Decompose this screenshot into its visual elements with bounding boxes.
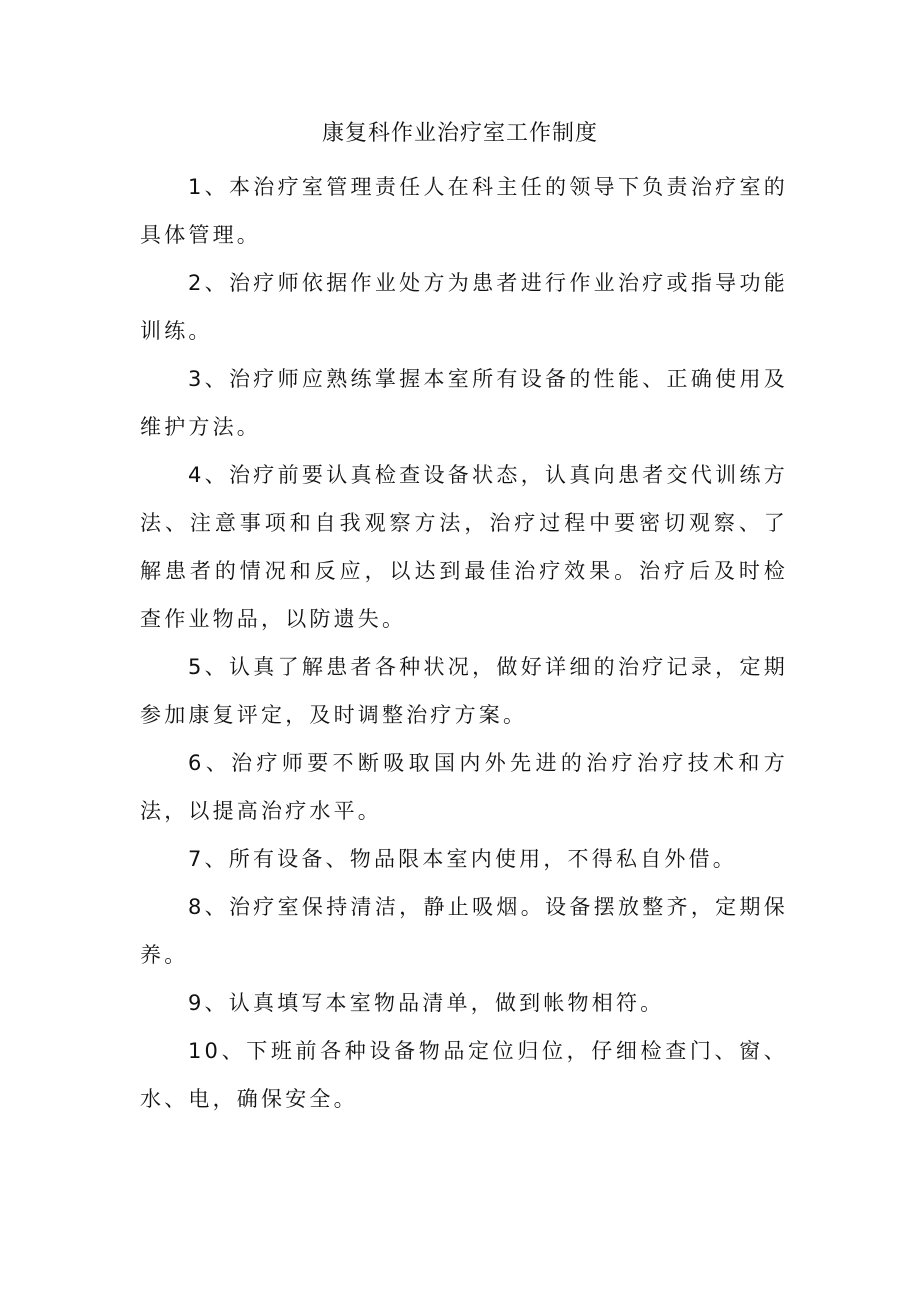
document-body bbox=[140, 163, 788, 1123]
rule-paragraph-9: 9、认真填写本室物品清单，做到帐物相符。 bbox=[188, 991, 665, 1015]
rule-paragraph-4: 4、治疗前要认真检查设备状态，认真向患者交代训练方法、注意事项和自我观察方法，治疗过程中要密切观察、了解患者的情况和反应，以达到最佳治疗效果。治疗后及时检查作业物品，以防遗失。 bbox=[140, 463, 788, 631]
rule-paragraph-2: 2、治疗师依据作业处方为患者进行作业治疗或指导功能训练。 bbox=[140, 271, 788, 343]
rule-paragraph-10: 10、下班前各种设备物品定位归位，仔细检查门、窗、水、电，确保安全。 bbox=[140, 1039, 788, 1111]
document-title: 康复科作业治疗室工作制度 bbox=[321, 121, 598, 146]
rule-paragraph-8: 8、治疗室保持清洁，静止吸烟。设备摆放整齐，定期保养。 bbox=[140, 895, 788, 967]
rule-paragraph-6: 6、治疗师要不断吸取国内外先进的治疗治疗技术和方法，以提高治疗水平。 bbox=[140, 751, 788, 823]
rule-paragraph-1: 1、本治疗室管理责任人在科主任的领导下负责治疗室的具体管理。 bbox=[140, 175, 788, 247]
rule-paragraph-5: 5、认真了解患者各种状况，做好详细的治疗记录，定期参加康复评定，及时调整治疗方案。 bbox=[140, 655, 788, 727]
rule-paragraph-7: 7、所有设备、物品限本室内使用，不得私自外借。 bbox=[188, 847, 737, 871]
rule-paragraph-3: 3、治疗师应熟练掌握本室所有设备的性能、正确使用及维护方法。 bbox=[140, 367, 788, 439]
